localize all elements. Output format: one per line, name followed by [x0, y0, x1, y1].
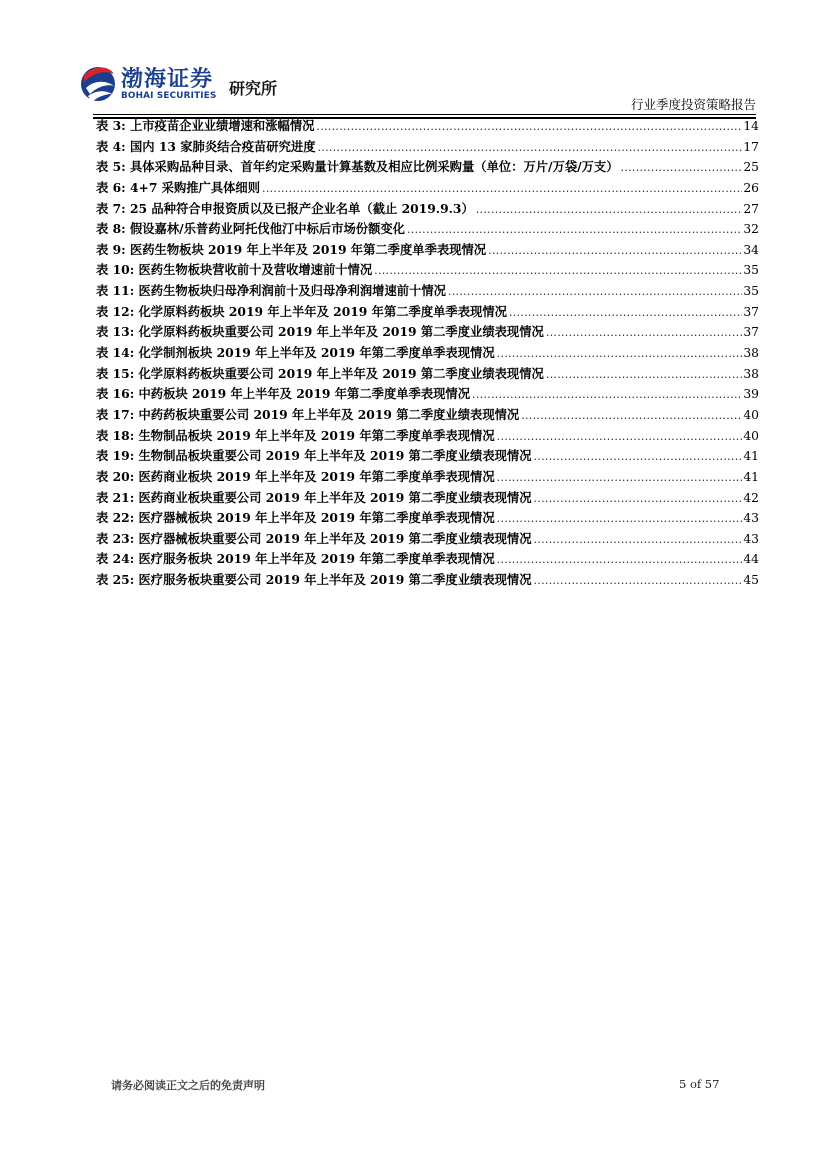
toc-entry-page: 34 [743, 242, 759, 257]
toc-entry[interactable] [96, 281, 759, 302]
toc-entry-title: 表 16: 中药板块 2019 年上半年及 2019 年第二季度单季表现情况 [96, 386, 471, 402]
page-header [0, 0, 827, 115]
toc-entry-page: 40 [743, 407, 759, 422]
toc-entry-title: 表 18: 生物制品板块 2019 年上半年及 2019 年第二季度单季表现情况 [96, 427, 495, 443]
toc-entry-title: 表 14: 化学制剂板块 2019 年上半年及 2019 年第二季度单季表现情况 [96, 345, 495, 361]
toc-entry-page: 40 [743, 428, 759, 443]
header-rule-thin [93, 114, 756, 115]
toc-entry[interactable] [96, 467, 759, 488]
toc-entry-title: 表 12: 化学原料药板块 2019 年上半年及 2019 年第二季度单季表现情况 [96, 303, 507, 319]
toc-entry-title: 表 22: 医疗器械板块 2019 年上半年及 2019 年第二季度单季表现情况 [96, 510, 495, 526]
toc-entry-title: 表 3: 上市疫苗企业业绩增速和涨幅情况 [96, 118, 315, 133]
toc-leader-dots [621, 158, 743, 178]
toc-entry-page: 42 [743, 490, 759, 505]
toc-entry-title: 表 25: 医疗服务板块重要公司 2019 年上半年及 2019 第二季度业绩表现情况 [96, 572, 532, 588]
disclaimer-note: 请务必阅读正文之后的免责声明 [111, 1079, 265, 1092]
toc-entry-title: 表 23: 医疗器械板块重要公司 2019 年上半年及 2019 第二季度业绩表现情况 [96, 530, 532, 546]
toc-entry-page: 41 [743, 449, 759, 464]
toc-entry[interactable] [96, 322, 759, 343]
toc-entry[interactable] [96, 219, 759, 240]
toc-entry-page: 35 [743, 263, 759, 278]
toc-entry-page: 44 [743, 552, 759, 567]
toc-leader-dots [534, 571, 743, 591]
toc-entry-page: 37 [743, 304, 759, 319]
toc-entry[interactable] [96, 178, 759, 199]
toc-entry-page: 45 [743, 573, 759, 588]
toc-leader-dots [318, 138, 743, 158]
toc-entry[interactable] [96, 426, 759, 447]
toc-entry[interactable] [96, 137, 759, 158]
toc-entry-page: 43 [743, 511, 759, 526]
toc-entry-page: 39 [743, 387, 759, 402]
toc-entry[interactable] [96, 508, 759, 529]
brand-name-en: BOHAI SECURITIES [121, 91, 217, 101]
toc-entry-title: 表 19: 生物制品板块重要公司 2019 年上半年及 2019 第二季度业绩表现情况 [96, 448, 532, 464]
toc-entry[interactable] [96, 364, 759, 385]
brand-name-cn: 渤海证券 [121, 67, 214, 92]
toc-entry-title: 表 21: 医药商业板块重要公司 2019 年上半年及 2019 第二季度业绩表现情况 [96, 489, 532, 505]
toc-entry-title: 表 10: 医药生物板块营收前十及营收增速前十情况 [96, 262, 373, 278]
toc-entry-page: 14 [743, 119, 759, 133]
report-type: 行业季度投资策略报告 [630, 97, 756, 112]
toc-leader-dots [534, 447, 743, 467]
toc-entry-page: 41 [743, 469, 759, 484]
toc-entry[interactable] [96, 240, 759, 261]
toc-entry-title: 表 20: 医药商业板块 2019 年上半年及 2019 年第二季度单季表现情况 [96, 468, 495, 484]
toc-leader-dots [472, 385, 742, 405]
toc-leader-dots [534, 489, 743, 509]
toc-entry[interactable] [96, 260, 759, 281]
toc-entry-page: 38 [743, 346, 759, 361]
page-number: 5 of 57 [679, 1077, 720, 1091]
toc-entry[interactable] [96, 199, 759, 220]
toc-entry[interactable] [96, 446, 759, 467]
toc-entry-title: 表 8: 假设嘉林/乐普药业阿托伐他汀中标后市场份额变化 [96, 221, 405, 237]
bohai-logo-icon [78, 62, 118, 104]
toc-entry-page: 38 [743, 366, 759, 381]
toc-entry[interactable] [96, 384, 759, 405]
toc-entry-title: 表 6: 4+7 采购推广具体细则 [96, 179, 261, 195]
toc-entry[interactable] [96, 529, 759, 550]
toc-leader-dots [497, 344, 743, 364]
toc-entry-title: 表 11: 医药生物板块归母净利润前十及归母净利润增速前十情况 [96, 283, 446, 299]
toc-leader-dots [476, 200, 743, 220]
table-of-contents-list [96, 116, 759, 591]
toc-leader-dots [546, 365, 743, 385]
toc-entry-title: 表 24: 医疗服务板块 2019 年上半年及 2019 年第二季度单季表现情况 [96, 551, 495, 567]
toc-leader-dots [407, 220, 742, 240]
toc-entry[interactable] [96, 570, 759, 591]
toc-entry-page: 17 [743, 139, 759, 154]
toc-entry-title: 表 17: 中药药板块重要公司 2019 年上半年及 2019 第二季度业绩表现情况 [96, 406, 520, 422]
toc-entry-title: 表 7: 25 品种符合申报资质以及已报产企业名单（截止 2019.9.3） [96, 200, 474, 216]
toc-entry-title: 表 4: 国内 13 家肺炎结合疫苗研究进度 [96, 138, 316, 154]
toc-entry[interactable] [96, 343, 759, 364]
toc-entry[interactable] [96, 405, 759, 426]
toc-leader-dots [521, 406, 742, 426]
toc-leader-dots [448, 282, 742, 302]
toc-leader-dots [497, 468, 743, 488]
toc-leader-dots [316, 117, 742, 137]
toc-leader-dots [488, 241, 742, 261]
toc-entry[interactable] [96, 488, 759, 509]
toc-leader-dots [534, 530, 743, 550]
toc-leader-dots [497, 427, 743, 447]
toc-entry-page: 27 [743, 201, 759, 216]
toc-entry-page: 26 [743, 180, 759, 195]
toc-leader-dots [546, 323, 743, 343]
toc-entry-page: 35 [743, 284, 759, 299]
toc-entry-page: 32 [743, 222, 759, 237]
toc-entry-title: 表 9: 医药生物板块 2019 年上半年及 2019 年第二季度单季表现情况 [96, 241, 487, 257]
toc-entry[interactable] [96, 549, 759, 570]
toc-entry-title: 表 5: 具体采购品种目录、首年约定采购量计算基数及相应比例采购量（单位：万片/万袋/万支） [96, 159, 619, 175]
toc-leader-dots [497, 509, 743, 529]
toc-entry-page: 25 [743, 160, 759, 175]
toc-entry-page: 43 [743, 531, 759, 546]
toc-entry[interactable] [96, 157, 759, 178]
toc-leader-dots [262, 179, 742, 199]
toc-entry[interactable] [96, 116, 759, 137]
toc-entry-page: 37 [743, 325, 759, 340]
toc-entry[interactable] [96, 302, 759, 323]
institute-label: 研究所 [229, 79, 278, 98]
toc-entry-title: 表 15: 化学原料药板块重要公司 2019 年上半年及 2019 第二季度业绩表现情况 [96, 365, 544, 381]
toc-leader-dots [509, 303, 742, 323]
toc-leader-dots [497, 550, 743, 570]
toc-leader-dots [374, 261, 742, 281]
toc-entry-title: 表 13: 化学原料药板块重要公司 2019 年上半年及 2019 第二季度业绩表现情况 [96, 324, 544, 340]
